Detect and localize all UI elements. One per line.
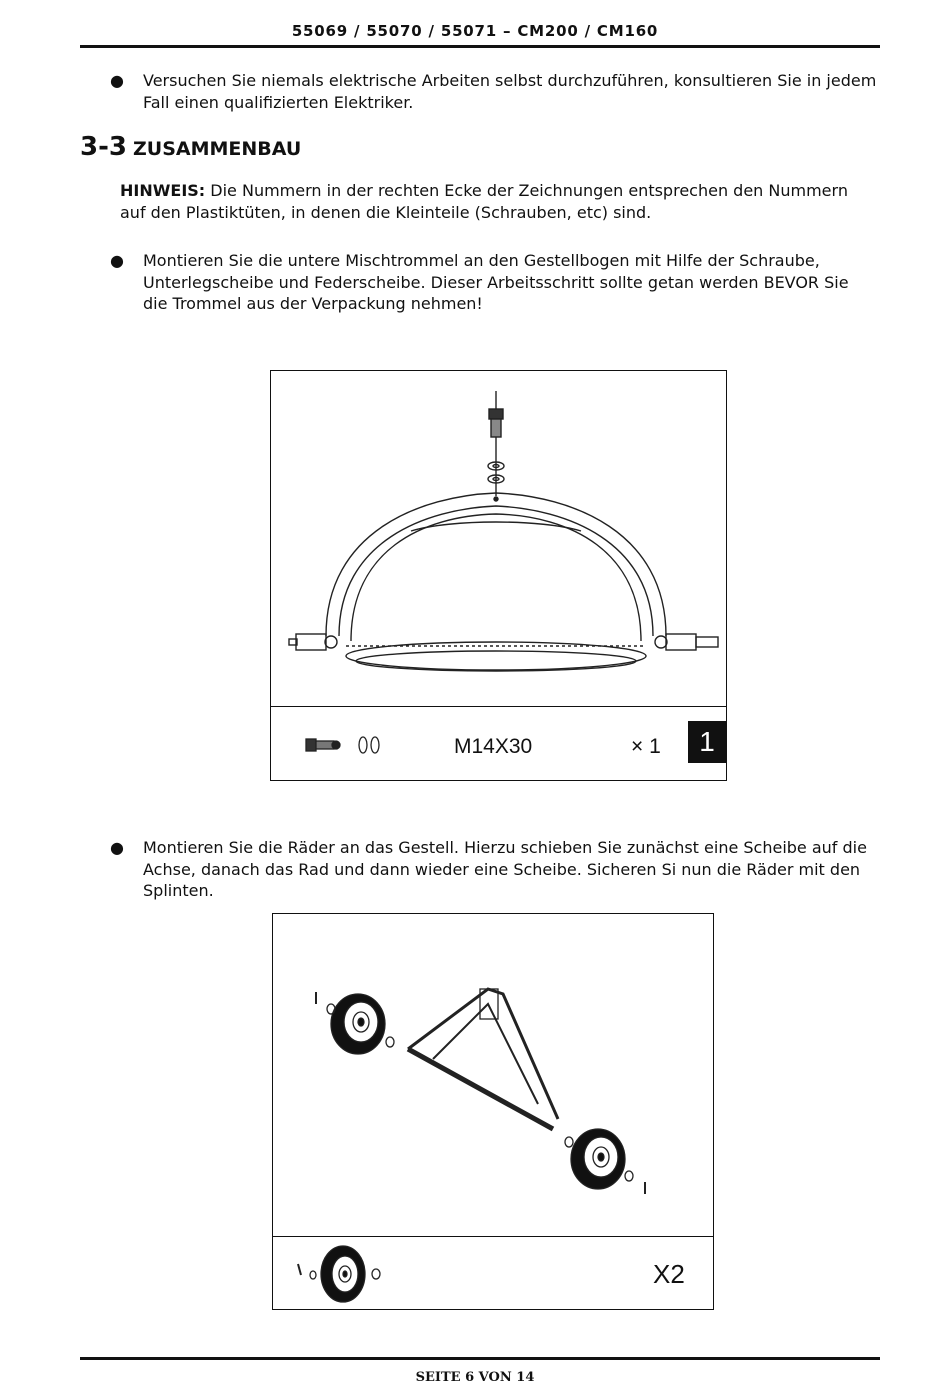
footer-rule [80,1357,880,1360]
section-title: ZUSAMMENBAU [132,138,302,160]
header-rule [80,45,880,48]
figure-drum-assembly [270,370,727,781]
section-number: 3-3 [80,132,127,162]
bullet-text: Montieren Sie die untere Mischtrommel an den Gestellbogen mit Hilfe der Schraube, Unterlegscheibe und Federscheibe. Dieser Arbeitsschritt sollte getan werden BEVOR Sie die Trommel aus der Verpackung nehmen! [143,251,849,313]
wheels-illustration [273,914,713,1236]
bullet-dot: ● [110,838,124,857]
bullet-dot: ● [110,71,124,90]
bag-number-badge [688,721,726,763]
note-paragraph [120,180,850,223]
page-header: 55069 / 55070 / 55071 – CM200 / CM160 [291,22,659,40]
part-quantity: X2 [653,1259,685,1289]
parts-strip [273,1236,713,1310]
part-quantity: × 1 [631,735,661,758]
section-heading [80,132,301,162]
note-text: Die Nummern in der rechten Ecke der Zeichnungen entsprechen den Nummern auf den Plastiktüten, in denen die Kleinteile (Schrauben, etc) sind. [120,181,848,222]
drum-illustration [271,371,726,706]
figure-wheel-assembly [272,913,714,1310]
part-size-label: M14X30 [454,735,533,758]
note-label: HINWEIS: [120,181,206,200]
bolt-washer-icon [296,707,416,781]
bullet-text: Montieren Sie die Räder an das Gestell. Hierzu schieben Sie zunächst eine Scheibe auf die Achse, danach das Rad und dann wieder eine Scheibe. Sicheren Si nun die Räder mit den Splinten. [143,838,867,900]
bag-number: 1 [699,726,715,757]
bullet-text: Versuchen Sie niemals elektrische Arbeiten selbst durchzuführen, konsultieren Sie in jedem Fall einen qualifizierten Elektriker. [143,71,877,112]
parts-strip [271,706,726,781]
bullet-dot: ● [110,251,124,270]
page-number: SEITE 6 VON 14 [415,1370,535,1385]
wheel-set-icon [288,1237,398,1310]
